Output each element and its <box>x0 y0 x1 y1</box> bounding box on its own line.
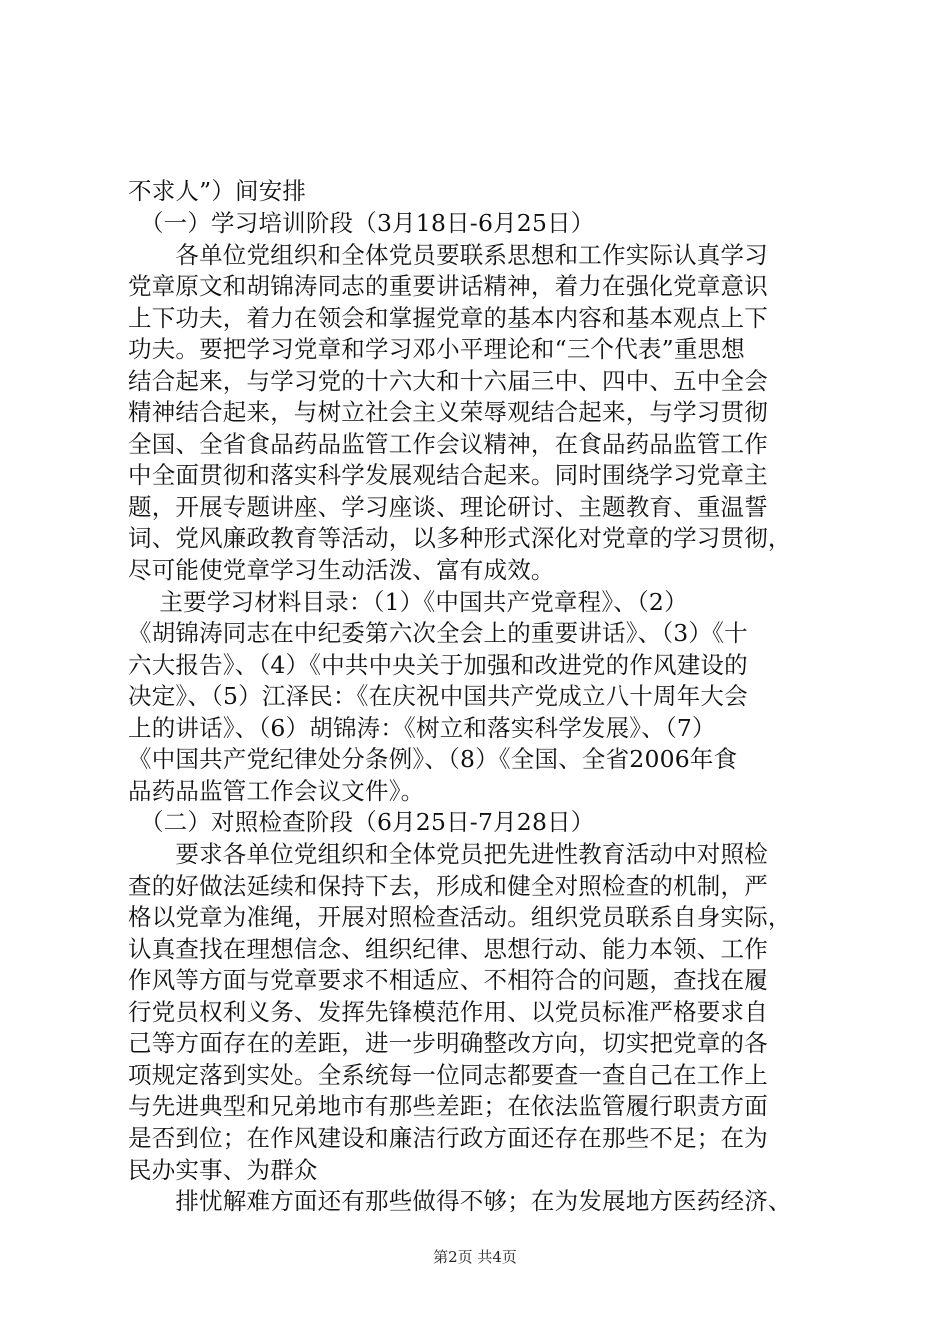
text-line: 要求各单位党组织和全体党员把先进性教育活动中对照检 <box>128 840 768 868</box>
text-line: 题，开展专题讲座、学习座谈、理论研讨、主题教育、重温誓 <box>128 493 768 521</box>
text-line: 决定》、（5）江泽民：《在庆祝中国共产党成立八十周年大会 <box>128 682 748 710</box>
text-line: 中全面贯彻和落实科学发展观结合起来。同时围绕学习党章主 <box>128 461 768 489</box>
text-line: 六大报告》、（4）《中共中央关于加强和改进党的作风建设的 <box>128 651 748 679</box>
text-line: 己等方面存在的差距，进一步明确整改方向，切实把党章的各 <box>128 1029 768 1057</box>
text-line: 与先进典型和兄弟地市有那些差距；在依法监管履行职责方面 <box>128 1092 768 1120</box>
text-line: 格以党章为准绳，开展对照检查活动。组织党员联系自身实际， <box>128 903 792 931</box>
text-line: 上下功夫，着力在领会和掌握党章的基本内容和基本观点上下 <box>128 304 768 332</box>
text-line: 查的好做法延续和保持下去，形成和健全对照检查的机制，严 <box>128 872 768 900</box>
page-footer <box>0 1247 950 1267</box>
text-line: 民办实事、为群众 <box>128 1156 318 1184</box>
text-line: 《中国共产党纪律处分条例》、（8）《全国、全省2006年食 <box>128 745 738 773</box>
text-line: 不求人”）间安排 <box>128 177 307 205</box>
text-line: 党章原文和胡锦涛同志的重要讲话精神，着力在强化党章意识 <box>128 272 768 300</box>
text-line: 上的讲话》、（6）胡锦涛：《树立和落实科学发展》、（7） <box>128 714 716 742</box>
text-line: 词、党风廉政教育等活动，以多种形式深化对党章的学习贯彻， <box>128 524 792 552</box>
text-line: 认真查找在理想信念、组织纪律、思想行动、能力本领、工作 <box>128 935 768 963</box>
text-line: 各单位党组织和全体党员要联系思想和工作实际认真学习 <box>128 241 768 269</box>
text-line: 排忧解难方面还有那些做得不够；在为发展地方医药经济、 <box>128 1187 792 1215</box>
text-line: 主要学习材料目录：（1）《中国共产党章程》、（2） <box>128 588 688 616</box>
section-heading: （二）对照检查阶段（6月25日-7月28日） <box>128 808 595 836</box>
text-line: 是否到位；在作风建设和廉洁行政方面还存在那些不足；在为 <box>128 1124 768 1152</box>
text-line: 项规定落到实处。全系统每一位同志都要查一查自己在工作上 <box>128 1061 768 1089</box>
text-line: 全国、全省食品药品监管工作会议精神，在食品药品监管工作 <box>128 430 768 458</box>
text-line: 精神结合起来，与树立社会主义荣辱观结合起来，与学习贯彻 <box>128 398 768 426</box>
text-line: 《胡锦涛同志在中纪委第六次全会上的重要讲话》、（3）《十 <box>128 619 748 647</box>
text-line: 功夫。要把学习党章和学习邓小平理论和“三个代表”重思想 <box>128 335 745 363</box>
text-line: 尽可能使党章学习生动活泼、富有成效。 <box>128 556 555 584</box>
section-heading: （一）学习培训阶段（3月18日-6月25日） <box>128 209 595 237</box>
text-line: 结合起来，与学习党的十六大和十六届三中、四中、五中全会 <box>128 367 768 395</box>
page-number: 第2页 共4页 <box>433 1248 517 1266</box>
text-line: 品药品监管工作会议文件》。 <box>128 777 425 805</box>
text-line: 行党员权利义务、发挥先锋模范作用、以党员标准严格要求自 <box>128 998 768 1026</box>
text-line: 作风等方面与党章要求不相适应、不相符合的问题，查找在履 <box>128 966 768 994</box>
